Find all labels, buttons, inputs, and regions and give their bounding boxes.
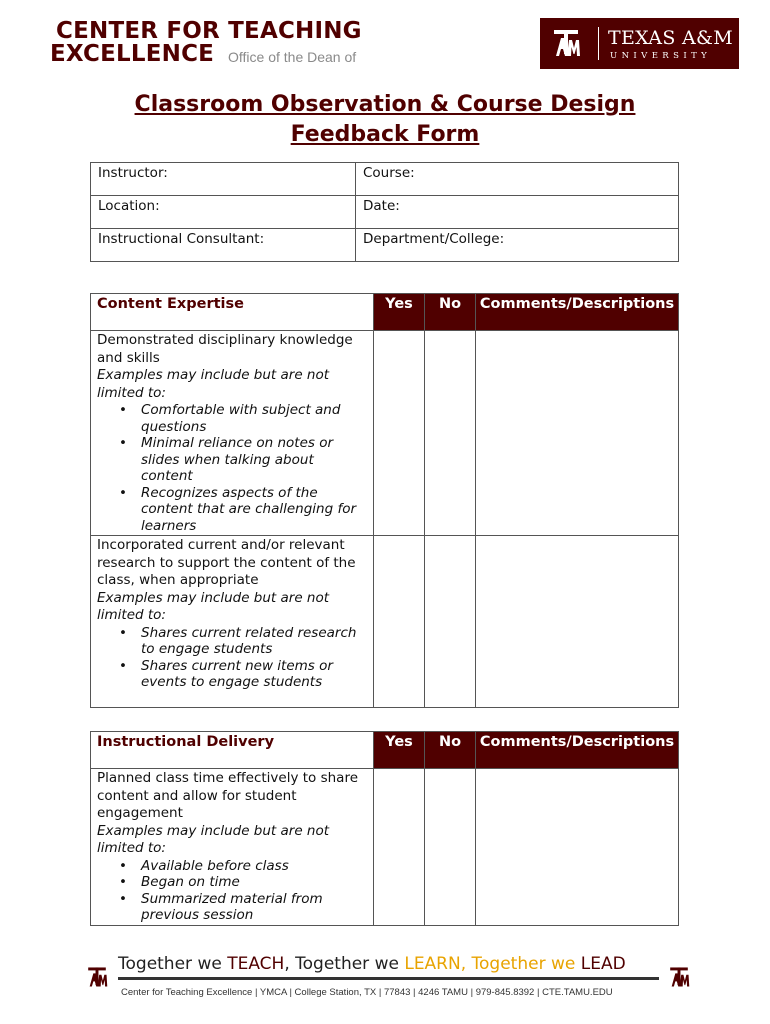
location-field[interactable]: Location: bbox=[91, 196, 356, 229]
example-item: • Available before class bbox=[141, 858, 367, 875]
yes-header: Yes bbox=[374, 294, 425, 331]
example-item: • Summarized material from previous session bbox=[141, 891, 367, 924]
logo-university: UNIVERSITY bbox=[610, 51, 712, 61]
yes-cell[interactable] bbox=[374, 769, 425, 926]
tagline-lead: LEAD bbox=[575, 954, 626, 974]
examples-label: Examples may include but are not limited to: bbox=[97, 589, 330, 623]
footer-divider bbox=[118, 977, 659, 980]
comments-cell[interactable] bbox=[476, 331, 679, 536]
instructional-delivery-heading: Instructional Delivery bbox=[91, 732, 374, 769]
examples-label: Examples may include but are not limited to: bbox=[97, 367, 330, 401]
course-field[interactable]: Course: bbox=[356, 163, 679, 196]
footer-address: Center for Teaching Excellence | YMCA | College Station, TX | 77843 | 4246 TAMU | 979-845.8392 | CTE.TAMU.EDU bbox=[121, 987, 613, 998]
atm-logo-icon bbox=[86, 966, 108, 988]
office-subtitle: Office of the Dean of bbox=[228, 49, 357, 65]
criteria-cell bbox=[91, 536, 374, 708]
criteria-cell bbox=[91, 769, 374, 926]
logo-text: TEXAS A&M bbox=[608, 27, 733, 49]
no-header: No bbox=[425, 294, 476, 331]
department-field[interactable]: Department/College: bbox=[356, 229, 679, 262]
center-title-line2: EXCELLENCE bbox=[50, 41, 215, 67]
examples-list bbox=[97, 858, 367, 924]
comments-cell[interactable] bbox=[476, 769, 679, 926]
yes-cell[interactable] bbox=[374, 536, 425, 708]
tagline-teach: TEACH bbox=[227, 954, 285, 974]
no-cell[interactable] bbox=[425, 769, 476, 926]
example-item: • Comfortable with subject and questions bbox=[141, 402, 367, 435]
no-cell[interactable] bbox=[425, 331, 476, 536]
footer-tagline bbox=[118, 954, 626, 974]
form-title-line2: Feedback Form bbox=[290, 122, 480, 147]
no-cell[interactable] bbox=[425, 536, 476, 708]
yes-header: Yes bbox=[374, 732, 425, 769]
examples-list bbox=[97, 402, 367, 534]
center-title-line1: CENTER FOR TEACHING bbox=[56, 18, 362, 44]
examples-list bbox=[97, 625, 367, 691]
info-table bbox=[90, 162, 679, 262]
tamu-logo bbox=[540, 18, 739, 69]
no-header: No bbox=[425, 732, 476, 769]
example-item: • Minimal reliance on notes or slides when talking about content bbox=[141, 435, 367, 485]
example-item: • Shares current new items or events to engage students bbox=[141, 658, 367, 691]
logo-divider bbox=[598, 27, 599, 60]
yes-cell[interactable] bbox=[374, 331, 425, 536]
atm-logo-icon bbox=[668, 966, 690, 988]
comments-header: Comments/Descriptions bbox=[476, 294, 679, 331]
criteria-row bbox=[91, 331, 679, 536]
criteria-row bbox=[91, 769, 679, 926]
criteria-text: Planned class time effectively to share content and allow for student engagement bbox=[97, 770, 359, 821]
content-expertise-heading: Content Expertise bbox=[91, 294, 374, 331]
criteria-text: Incorporated current and/or relevant research to support the content of the class, when appropriate bbox=[97, 537, 356, 588]
tagline-part: , Together we bbox=[284, 954, 405, 974]
criteria-cell bbox=[91, 331, 374, 536]
criteria-row bbox=[91, 536, 679, 708]
instructor-field[interactable]: Instructor: bbox=[91, 163, 356, 196]
example-item: • Recognizes aspects of the content that are challenging for learners bbox=[141, 485, 367, 535]
atm-logo-icon bbox=[552, 28, 580, 58]
example-item: • Began on time bbox=[141, 874, 367, 891]
instructional-delivery-table bbox=[90, 731, 679, 926]
tagline-part: Together we bbox=[118, 954, 228, 974]
tagline-learn: LEARN, Together we bbox=[404, 954, 576, 974]
comments-header: Comments/Descriptions bbox=[476, 732, 679, 769]
consultant-field[interactable]: Instructional Consultant: bbox=[91, 229, 356, 262]
criteria-text: Demonstrated disciplinary knowledge and skills bbox=[97, 332, 353, 366]
content-expertise-table bbox=[90, 293, 679, 708]
form-title-line1: Classroom Observation & Course Design bbox=[134, 92, 636, 117]
examples-label: Examples may include but are not limited to: bbox=[97, 822, 330, 856]
example-item: • Shares current related research to engage students bbox=[141, 625, 367, 658]
date-field[interactable]: Date: bbox=[356, 196, 679, 229]
comments-cell[interactable] bbox=[476, 536, 679, 708]
